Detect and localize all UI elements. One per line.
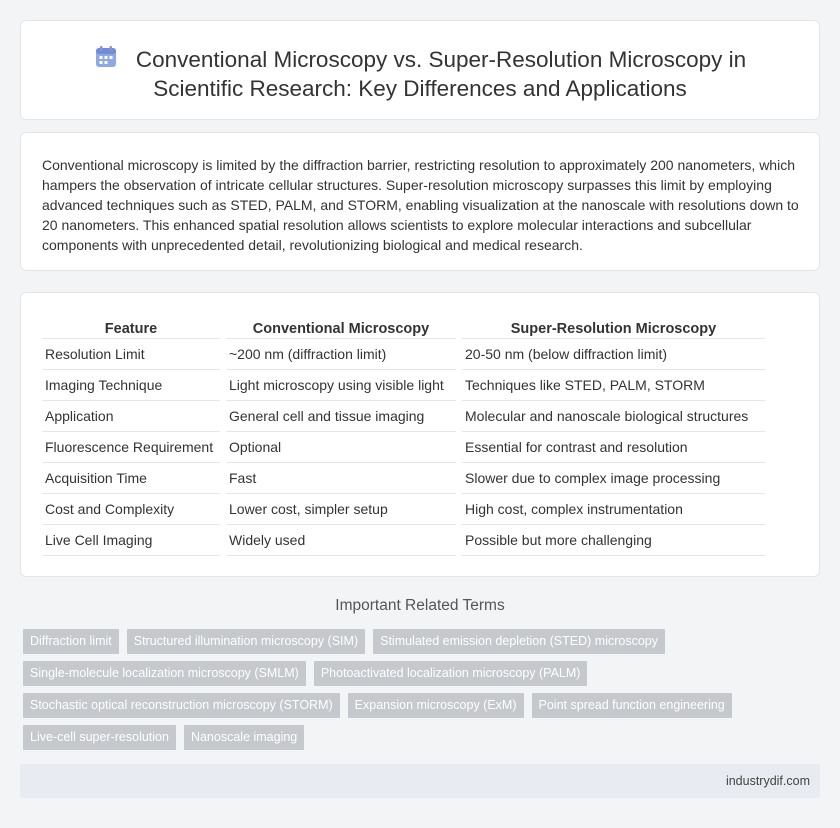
related-term-tag[interactable]: Stochastic optical reconstruction microscopy (STORM) [23,693,340,718]
table-row [42,432,765,463]
tag-row [23,629,823,661]
title-line-2: Scientific Research: Key Differences and Applications [153,76,687,101]
cell-feature: Cost and Complexity [42,494,220,525]
table-header-row [42,315,765,339]
calendar-icon [94,45,118,69]
footer [20,764,820,798]
cell-super-resolution: Molecular and nanoscale biological structures [462,401,765,432]
cell-super-resolution: Techniques like STED, PALM, STORM [462,370,765,401]
related-term-tag[interactable]: Expansion microscopy (ExM) [348,693,524,718]
cell-conventional: Light microscopy using visible light [226,370,456,401]
table-row [42,339,765,370]
cell-super-resolution: 20-50 nm (below diffraction limit) [462,339,765,370]
table-row [42,494,765,525]
related-term-tag[interactable]: Single-molecule localization microscopy (SMLM) [23,661,306,686]
cell-super-resolution: Essential for contrast and resolution [462,432,765,463]
comparison-table-card [20,292,820,577]
cell-conventional: Widely used [226,525,456,556]
tag-row [23,693,823,725]
title-line-1: Conventional Microscopy vs. Super-Resolution Microscopy in [135,47,747,72]
comparison-table [36,315,771,556]
related-term-tag[interactable]: Stimulated emission depletion (STED) microscopy [373,629,665,654]
related-term-tag[interactable]: Point spread function engineering [532,693,732,718]
cell-feature: Resolution Limit [42,339,220,370]
table-row [42,463,765,494]
intro-card [20,132,820,271]
tag-row [23,725,823,757]
related-terms-heading: Important Related Terms [335,597,505,614]
cell-conventional: Optional [226,432,456,463]
cell-conventional: Fast [226,463,456,494]
cell-feature: Acquisition Time [42,463,220,494]
intro-paragraph: Conventional microscopy is limited by the diffraction barrier, restricting resolution to approximately 200 nanometers, which hampers the observation of intricate cellular structures. Super-resolution microscopy surpasses this limit by employing advanced techniques such as STED, PALM, and STORM, enabling visualization at the nanoscale with resolutions down to 20 nanometers. This enhanced spatial resolution allows scientists to explore molecular interactions and subcellular components with unprecedented detail, revolutionizing biological and medical research. [42,157,799,253]
related-terms-tags [23,629,823,757]
header-super-resolution: Super-Resolution Microscopy [462,315,765,339]
header-conventional: Conventional Microscopy [226,315,456,339]
cell-feature: Live Cell Imaging [42,525,220,556]
related-term-tag[interactable]: Nanoscale imaging [184,725,304,750]
cell-super-resolution: Possible but more challenging [462,525,765,556]
related-term-tag[interactable]: Diffraction limit [23,629,119,654]
title-card [20,20,820,120]
cell-conventional: General cell and tissue imaging [226,401,456,432]
cell-feature: Imaging Technique [42,370,220,401]
related-term-tag[interactable]: Structured illumination microscopy (SIM) [127,629,365,654]
cell-super-resolution: High cost, complex instrumentation [462,494,765,525]
cell-feature: Fluorescence Requirement [42,432,220,463]
cell-super-resolution: Slower due to complex image processing [462,463,765,494]
table-row [42,525,765,556]
related-terms-section [20,597,820,744]
footer-site[interactable]: industrydif.com [725,774,810,788]
table-row [42,370,765,401]
cell-conventional: Lower cost, simpler setup [226,494,456,525]
page-title [21,45,819,103]
cell-feature: Application [42,401,220,432]
header-feature: Feature [42,315,220,339]
related-term-tag[interactable]: Photoactivated localization microscopy (PALM) [314,661,588,686]
related-term-tag[interactable]: Live-cell super-resolution [23,725,176,750]
table-row [42,401,765,432]
cell-conventional: ~200 nm (diffraction limit) [226,339,456,370]
tag-row [23,661,823,693]
